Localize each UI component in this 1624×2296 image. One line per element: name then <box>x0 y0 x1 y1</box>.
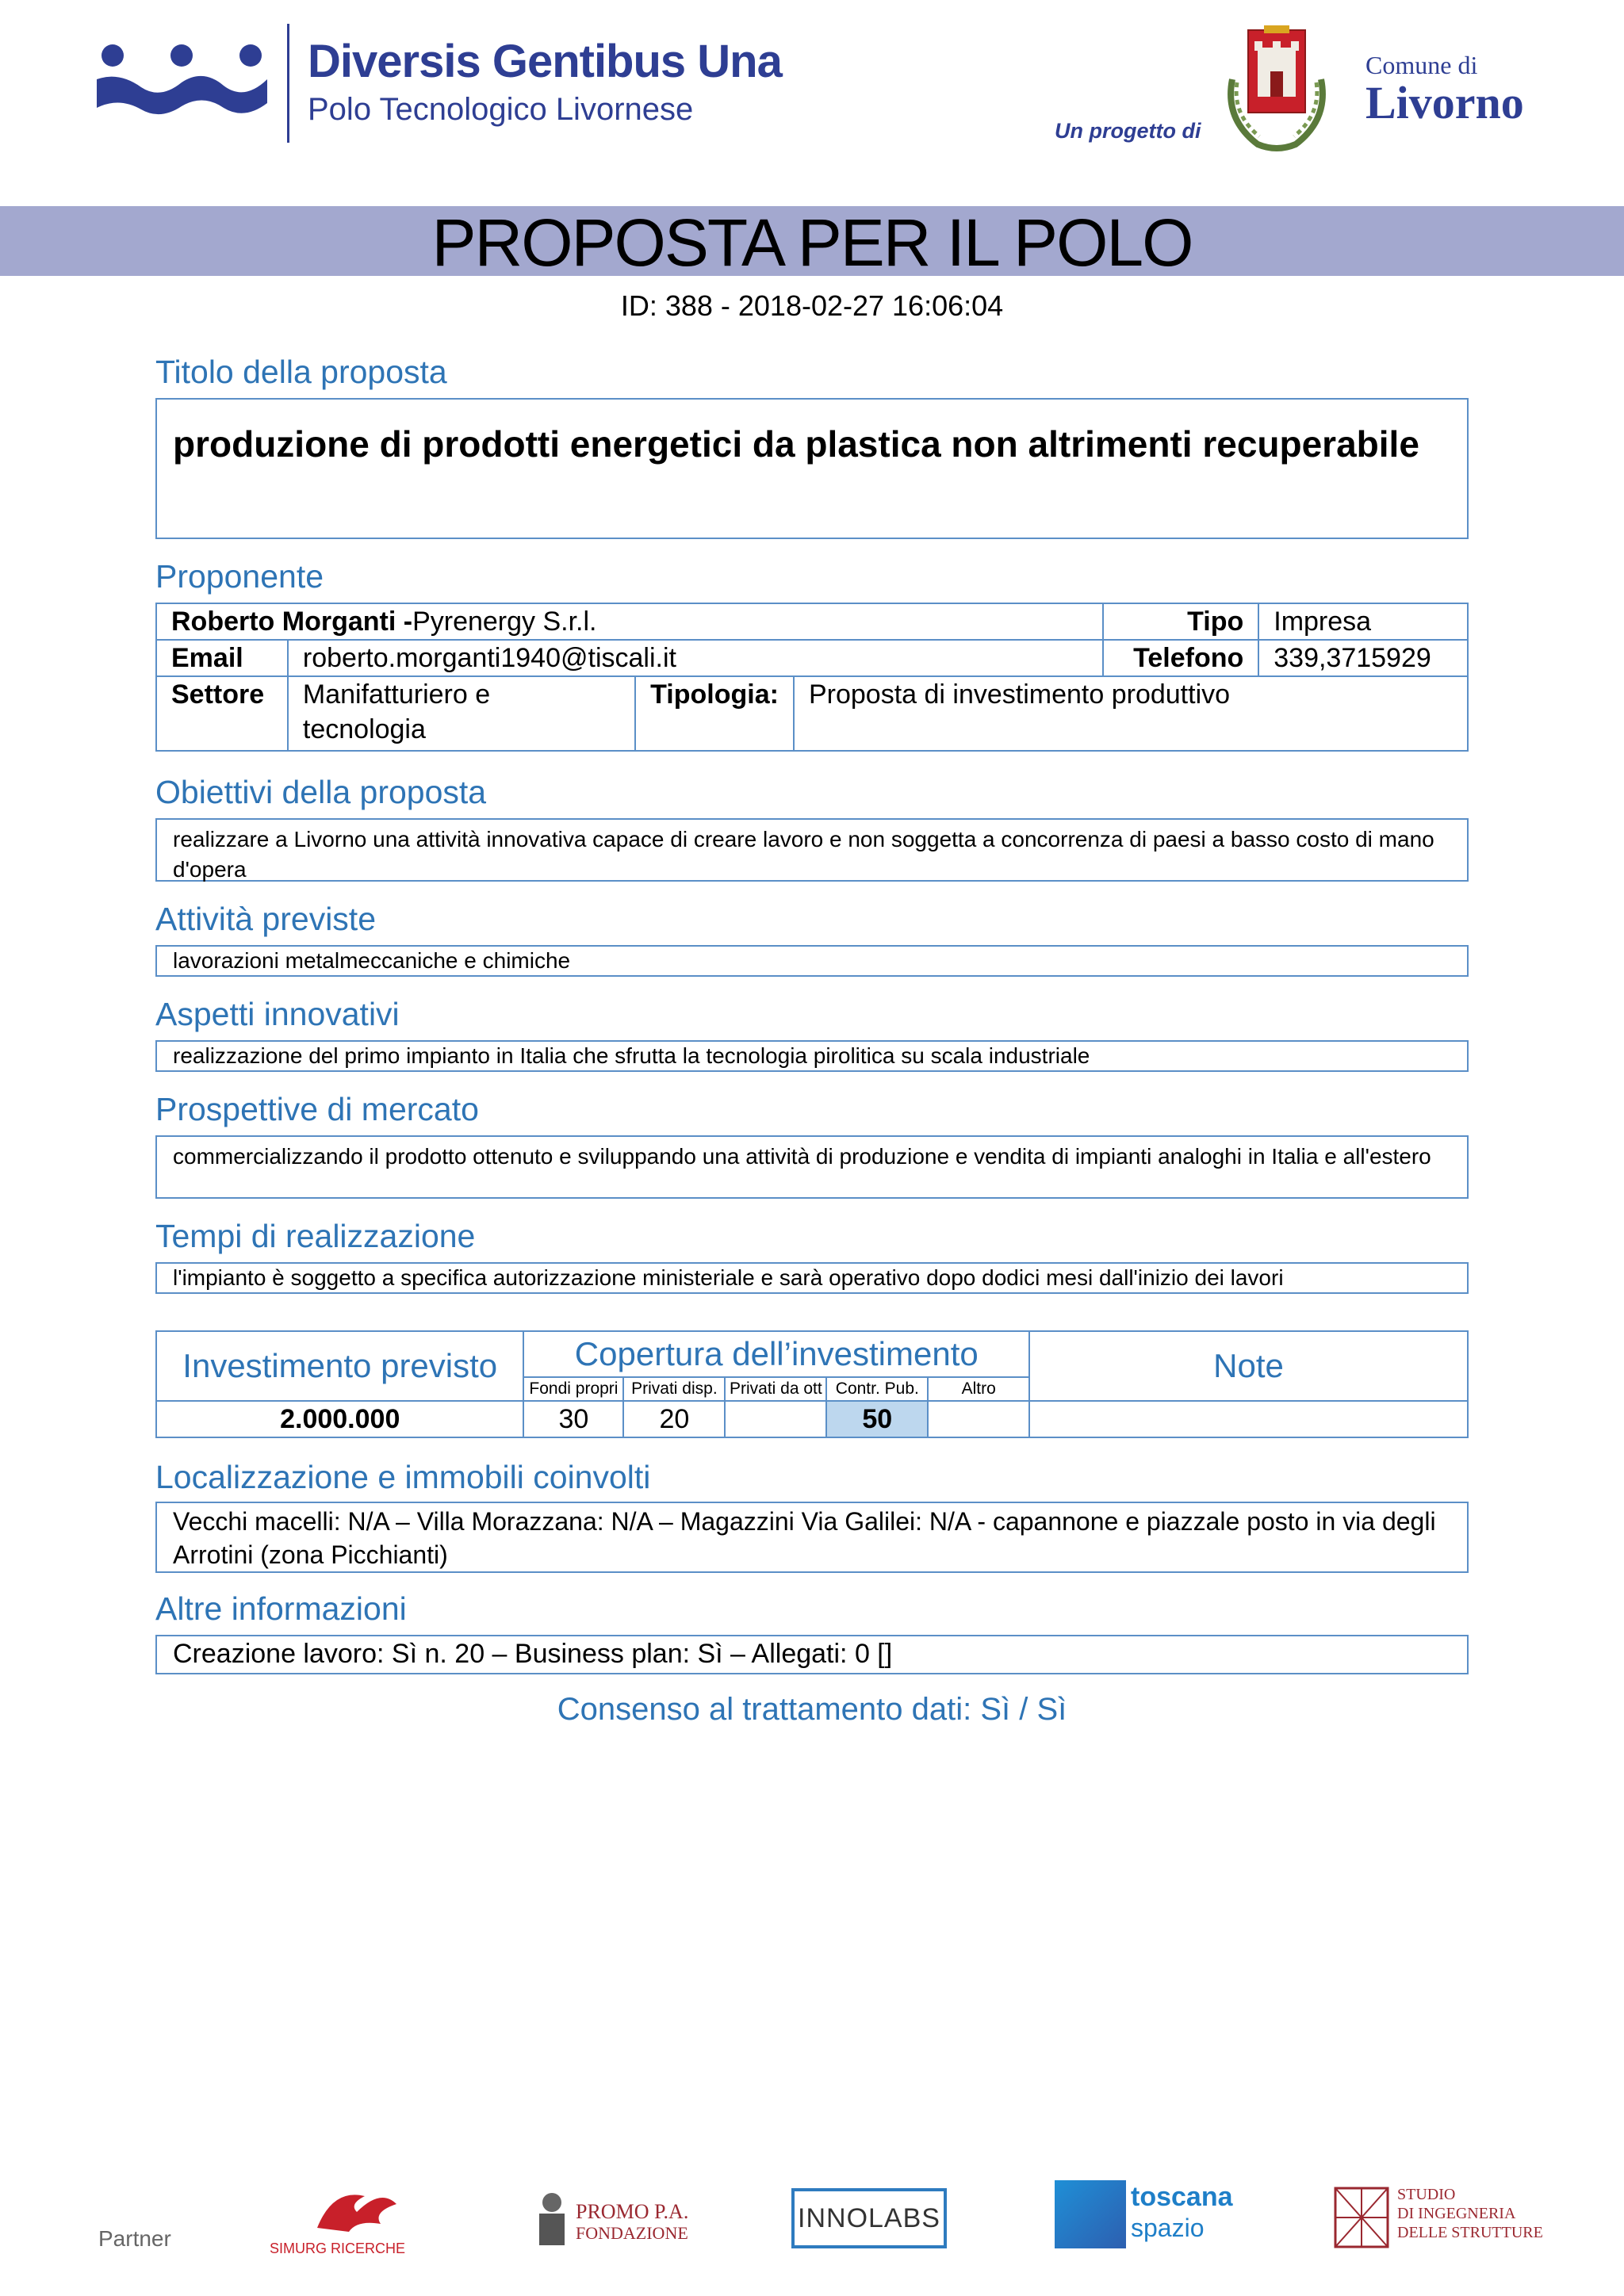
promo-text-2: FONDAZIONE <box>576 2223 688 2243</box>
partner-label: Partner <box>98 2226 171 2251</box>
titolo-box <box>155 398 1469 539</box>
prospettive-heading: Prospettive di mercato <box>155 1091 479 1127</box>
telefono-value: 339,3715929 <box>1258 640 1468 676</box>
simurg-logo-icon <box>270 2180 428 2260</box>
simurg-text: SIMURG RICERCHE <box>270 2241 406 2256</box>
prospettive-box <box>155 1135 1469 1199</box>
tempi-text: l'impianto è soggetto a specifica autorizzazione ministeriale e sarà operativo dopo dodici mesi dall'inizio dei lavori <box>173 1265 1284 1290</box>
altre-text: Creazione lavoro: Sì n. 20 – Business plan: Sì – Allegati: 0 [] <box>173 1639 893 1669</box>
obiettivi-box <box>155 818 1469 882</box>
attivita-heading: Attività previste <box>155 901 376 937</box>
proponente-name-cell <box>156 603 1103 640</box>
toscana-text: toscana <box>1131 2182 1233 2212</box>
privati-disp-value: 20 <box>623 1401 725 1437</box>
settore-label: Settore <box>156 676 288 751</box>
titolo-text: produzione di prodotti energetici da plastica non altrimenti recuperabile <box>173 423 1419 465</box>
obiettivi-text: realizzare a Livorno una attività innovativa capace di creare lavoro e non soggetta a concorrenza di paesi a basso costo di mano d'opera <box>173 827 1434 882</box>
promo-text-1: PROMO P.A. <box>576 2200 689 2223</box>
tipo-label: Tipo <box>1103 603 1258 640</box>
promo-pa-logo-icon <box>531 2182 698 2253</box>
altre-heading: Altre informazioni <box>155 1590 407 1627</box>
investimento-previsto-header: Investimento previsto <box>156 1331 523 1401</box>
studio-line-1: STUDIO <box>1397 2186 1456 2203</box>
consenso-text: Consenso al trattamento dati: Sì / Sì <box>557 1692 1067 1727</box>
document-id: ID: 388 - 2018-02-27 16:06:04 <box>620 289 1004 322</box>
toscana-spazio-logo-icon <box>1055 2180 1126 2248</box>
progetto-label: Un progetto di <box>1055 119 1201 143</box>
prospettive-text: commercializzando il prodotto ottenuto e sviluppando una attività di produzione e vendita di impianti analoghi in Italia e all'estero <box>173 1144 1431 1169</box>
investimento-table <box>155 1330 1469 1438</box>
fondi-propri-value: 30 <box>523 1401 623 1437</box>
proponente-company: Pyrenergy S.r.l. <box>412 607 597 637</box>
note-value <box>1029 1401 1468 1437</box>
studio-line-2: DI INGEGNERIA <box>1397 2205 1516 2222</box>
tipologia-label: Tipologia: <box>635 676 794 751</box>
innolabs-logo: INNOLABS <box>791 2188 947 2248</box>
comune-di-label: Comune di <box>1365 51 1478 79</box>
aspetti-box <box>155 1040 1469 1072</box>
aspetti-text: realizzazione del primo impianto in Italia che sfrutta la tecnologia pirolitica su scala industriale <box>173 1043 1090 1068</box>
studio-line-3: DELLE STRUTTURE <box>1397 2224 1543 2241</box>
livorno-crest-icon <box>1221 24 1332 155</box>
spazio-text: spazio <box>1131 2214 1205 2242</box>
brand-divider <box>287 24 289 143</box>
brand-subtitle: Polo Tecnologico Livornese <box>308 92 694 127</box>
localizzazione-box <box>155 1502 1469 1573</box>
attivita-box <box>155 945 1469 977</box>
aspetti-heading: Aspetti innovativi <box>155 996 400 1032</box>
tempi-heading: Tempi di realizzazione <box>155 1218 476 1254</box>
proponente-name: Roberto Morganti - <box>171 607 413 637</box>
localizzazione-heading: Localizzazione e immobili coinvolti <box>155 1459 651 1495</box>
col-fondi-propri: Fondi propri <box>523 1377 623 1401</box>
tipo-value: Impresa <box>1258 603 1468 640</box>
altre-box <box>155 1635 1469 1674</box>
tempi-box <box>155 1262 1469 1294</box>
copertura-header: Copertura dell’investimento <box>523 1331 1029 1377</box>
polo-logo-icon <box>97 41 267 128</box>
email-label: Email <box>156 640 288 676</box>
studio-ingegneria-logo-icon <box>1334 2187 1389 2248</box>
privati-da-ott-value <box>725 1401 826 1437</box>
investimento-previsto-value: 2.000.000 <box>156 1401 523 1437</box>
telefono-label: Telefono <box>1103 640 1258 676</box>
col-privati-da-ott: Privati da ott <box>725 1377 826 1401</box>
localizzazione-text: Vecchi macelli: N/A – Villa Morazzana: N/A – Magazzini Via Galilei: N/A - capannone e piazzale posto in via degli Arrotini (zona Picchianti) <box>173 1507 1436 1569</box>
brand-title: Diversis Gentibus Una <box>308 36 782 87</box>
proponente-table <box>155 603 1469 752</box>
titolo-heading: Titolo della proposta <box>155 354 447 390</box>
studio-ingegneria-text <box>1397 2185 1543 2242</box>
proponente-heading: Proponente <box>155 558 324 595</box>
col-privati-disp: Privati disp. <box>623 1377 725 1401</box>
obiettivi-heading: Obiettivi della proposta <box>155 774 487 810</box>
comune-name: Livorno <box>1365 77 1524 128</box>
settore-value: Manifatturiero e tecnologia <box>288 676 635 751</box>
email-value[interactable]: roberto.morganti1940@tiscali.it <box>288 640 1104 676</box>
contr-pub-value: 50 <box>826 1401 928 1437</box>
page-title: PROPOSTA PER IL POLO <box>431 205 1193 280</box>
col-contr-pub: Contr. Pub. <box>826 1377 928 1401</box>
col-altro: Altro <box>928 1377 1029 1401</box>
tipologia-value: Proposta di investimento produttivo <box>794 676 1468 751</box>
note-header: Note <box>1029 1331 1468 1401</box>
altro-value <box>928 1401 1029 1437</box>
attivita-text: lavorazioni metalmeccaniche e chimiche <box>173 948 571 973</box>
